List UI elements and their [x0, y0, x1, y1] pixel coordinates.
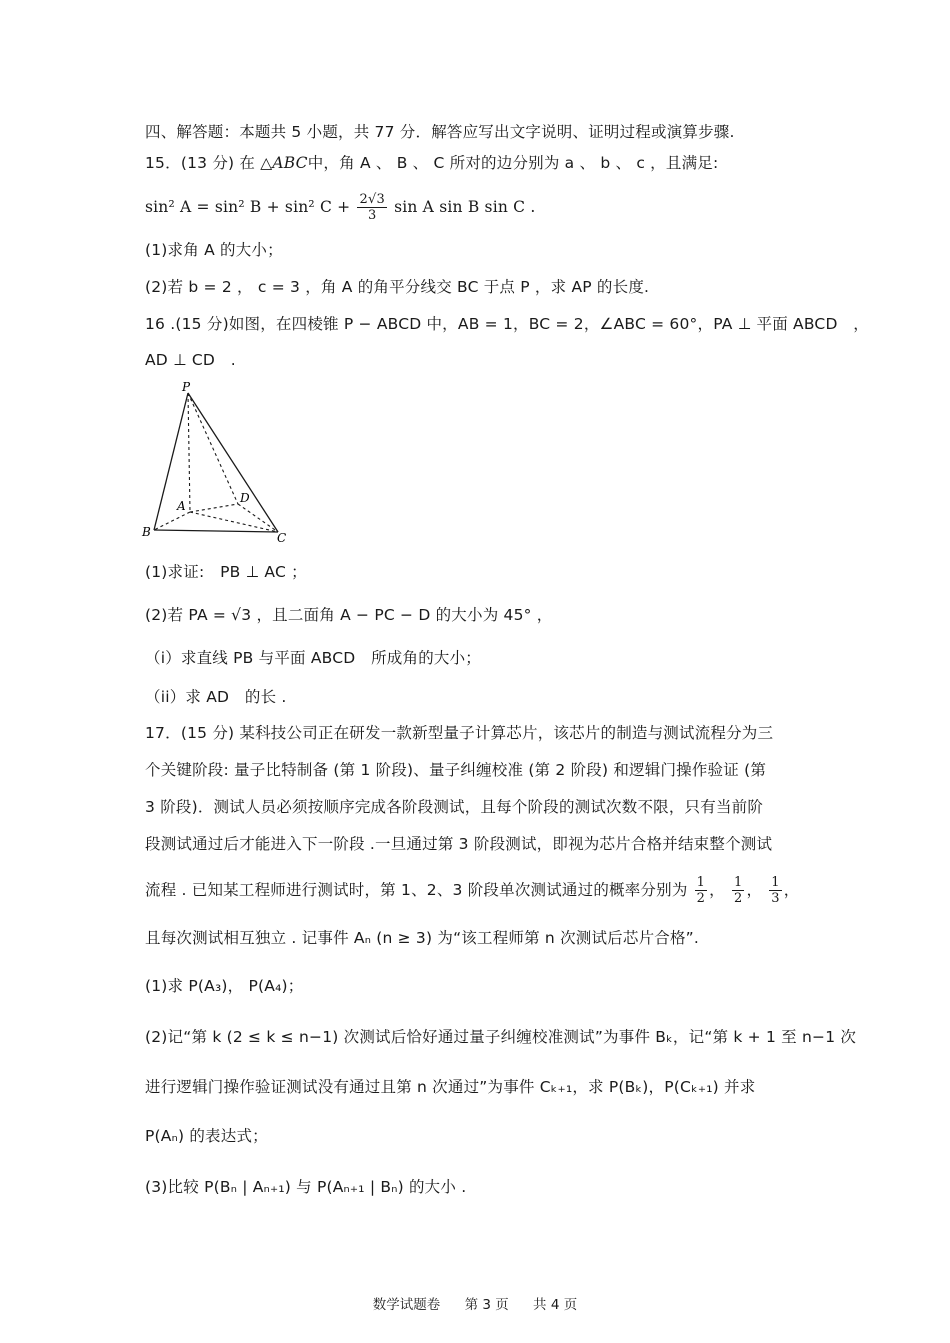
prob-fraction-1-num: 1 [696, 875, 706, 890]
q17-line1: 17．(15 分) 某科技公司正在研发一款新型量子计算芯片，该芯片的制造与测试流程分为三 [145, 724, 774, 742]
edge-PC [188, 393, 278, 532]
q16-part1: (1)求证: PB ⊥ AC ； [145, 563, 307, 581]
q15-fraction [357, 192, 386, 223]
section-heading: 四、解答题：本题共 5 小题，共 77 分．解答应写出文字说明、证明过程或演算步骤. [145, 123, 735, 141]
q17-part1: (1)求 P(A₃)， P(A₄)； [145, 977, 304, 995]
q15-equation [145, 192, 535, 223]
pyramid-figure [140, 380, 300, 550]
footer-total-pages: 共 4 页 [533, 1297, 578, 1313]
q17-part2-line2: 进行逻辑门操作验证测试没有通过且第 n 次通过”为事件 Cₖ₊₁，求 P(Bₖ)，P(Cₖ₊₁) 并求 [145, 1078, 756, 1096]
q16-line1: 16 .(15 分)如图，在四棱锥 P − ABCD 中，AB = 1，BC = 2，∠ABC = 60°，PA ⊥ 平面 ABCD ， [145, 315, 869, 333]
q17-line2: 个关键阶段: 量子比特制备 (第 1 阶段)、量子纠缠校准 (第 2 阶段) 和逻辑门操作验证 (第 [145, 761, 767, 779]
q15-number: 15． [145, 154, 181, 172]
label-P: P [182, 380, 191, 394]
q15-equation-lhs: sin² A = sin² B + sin² C + [145, 198, 356, 216]
page-footer [0, 1293, 950, 1313]
q17-line5: 流程 . 已知某工程师进行测试时，第 1、2、3 阶段单次测试通过的概率分别为 $\frac{1}{2}$ ， $\frac{1}{2}$ ， $\frac{1}{3}$ ， [145, 875, 800, 906]
label-A: A [177, 499, 186, 513]
prob-fraction-3 [769, 875, 781, 906]
q17-part2-line1: (2)记“第 k (2 ≤ k ≤ n−1) 次测试后恰好通过量子纠缠校准测试”为事件 Bₖ，记“第 k + 1 至 n−1 次 [145, 1028, 857, 1046]
q17-line5-text: 流程 . 已知某工程师进行测试时，第 1、2、3 阶段单次测试通过的概率分别为 [145, 881, 688, 899]
prob-fraction-3-num: 1 [771, 875, 780, 890]
q16-part2: (2)若 PA = √3 ，且二面角 A − PC − D 的大小为 45° ， [145, 606, 553, 624]
q16-part2-ii: （ii）求 AD 的长 . [145, 688, 287, 706]
q17-part2-line3: P(Aₙ) 的表达式； [145, 1127, 268, 1145]
q15-part1: (1)求角 A 的大小； [145, 241, 283, 259]
q15-stem-text: 中，角 A 、 B 、 C 所对的边分别为 a 、 b 、 c ，且满足: [307, 154, 719, 172]
q15-fraction-denominator: 3 [367, 208, 377, 223]
q17-part3: (3)比较 P(Bₙ | Aₙ₊₁) 与 P(Aₙ₊₁ | Bₙ) 的大小 . [145, 1178, 467, 1196]
edge-BC [154, 530, 278, 532]
q15-intro: 在 [239, 154, 256, 172]
prob-fraction-1-den: 2 [696, 891, 706, 906]
q15-triangle: △ABC [260, 154, 308, 172]
q15-score: (13 分) [180, 154, 235, 172]
q15-stem [145, 153, 718, 173]
q15-fraction-numerator: 2√3 [359, 192, 385, 207]
edge-AC [190, 512, 278, 532]
label-D: D [240, 491, 250, 505]
edge-PA [188, 393, 190, 512]
q17-line6: 且每次测试相互独立 . 记事件 Aₙ (n ≥ 3) 为“该工程师第 n 次测试后芯片合格”. [145, 929, 700, 947]
prob-fraction-1 [695, 875, 707, 906]
edge-DC [238, 504, 278, 532]
q16-line2: AD ⊥ CD . [145, 351, 236, 369]
edge-PD [188, 393, 238, 504]
prob-fraction-2-num: 1 [733, 875, 743, 890]
label-B: B [142, 525, 151, 539]
label-C: C [277, 531, 287, 545]
prob-fraction-2 [732, 875, 744, 906]
footer-subject: 数学试题卷 [372, 1297, 441, 1313]
q16-part2-i: （i）求直线 PB 与平面 ABCD 所成角的大小； [145, 649, 481, 667]
prob-fraction-2-den: 2 [733, 891, 743, 906]
edge-AB [154, 512, 190, 530]
prob-fraction-3-den: 3 [771, 891, 780, 906]
q17-line3: 3 阶段)．测试人员必须按顺序完成各阶段测试，且每个阶段的测试次数不限，只有当前阶 [145, 798, 764, 816]
footer-page-number: 第 3 页 [464, 1297, 509, 1313]
q15-equation-rhs: sin A sin B sin C . [394, 198, 536, 216]
edge-AD [190, 504, 238, 512]
q17-line4: 段测试通过后才能进入下一阶段 .一旦通过第 3 阶段测试，即视为芯片合格并结束整个测试 [145, 835, 773, 853]
q15-part2: (2)若 b = 2 ， c = 3 ，角 A 的角平分线交 BC 于点 P ，求 AP 的长度. [145, 278, 650, 296]
